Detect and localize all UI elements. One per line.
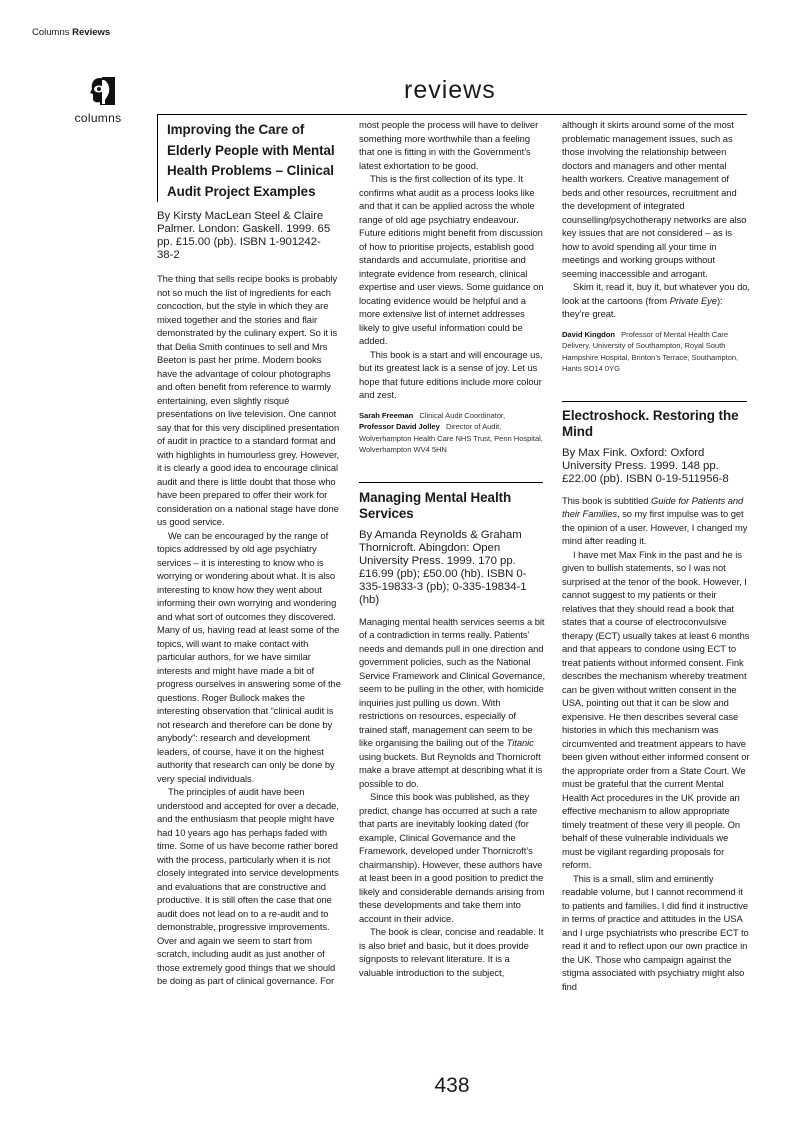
paragraph: I have met Max Fink in the past and he is given to bullish statements, so I was not surprised at the tenor of the book. However, I cannot suggest to my patients or their relatives that they should read a book that states that a course of electroconvulsive therapy (ECT) usually takes at least 6 months and that appears to condone using ECT to treat patients without informed consent. Fink describes the mechanism whereby treatment can be given without written consent in the USA, pointing out that it can be slow and expensive. He then describes several case histories in which this mechanism was circumvented and treatment appears to have been given without either informed consent or the appropriate order from a State Court. We must be grateful that the current Mental Health Act procedures in the UK provide an effective mechanism to allow appropriate timely treatment of these very ill people. On behalf of these vulnerable individuals we must be vigilant regarding proposals for reform. bbox=[562, 548, 750, 870]
italic-text: Guide for Patients and their Families bbox=[562, 494, 744, 519]
column-3 bbox=[562, 118, 750, 993]
review1-body-col2 bbox=[359, 118, 545, 402]
page-number-text: 438 bbox=[434, 1074, 470, 1097]
running-head-section: Columns bbox=[32, 27, 70, 38]
review1-title: Improving the Care of Elderly People with Mental Health Problems – Clinical Audit Project Examples bbox=[167, 122, 335, 199]
column-2 bbox=[359, 118, 545, 979]
text: This book is subtitled bbox=[562, 494, 651, 506]
reviewer-name: David Kingdon bbox=[562, 329, 615, 339]
italic-text: Private Eye bbox=[669, 294, 717, 306]
paragraph: This book is a start and will encourage us, but its greatest lack is a sense of joy. Let us hope that future editions include more colour and zest. bbox=[359, 348, 543, 400]
paragraph: although it skirts around some of the most problematic management issues, such as those involving the relationship between doctors and managers and other mental health workers. Creative management of beds and other resources, recruitment and the development of integrated counselling/psychotherapy networks are also key issues that are not considered – as is how to avoid spending all your time in meetings and working groups without seeming inaccessible and arrogant. bbox=[562, 119, 747, 279]
review2-byline: By Amanda Reynolds & Graham Thornicroft. Abingdon: Open University Press. 1999. 170 pp. £16.99 (pb); £50.00 (hb). ISBN 0-335-19833-3 (pb); 0-335-19834-1 (hb) bbox=[359, 528, 527, 606]
reviewer-role: Professor of Mental Health Care Delivery, University of Southampton, Royal South Hampshire Hospital, Brinton’s Terrace, Southampton, Hants SO14 0YG bbox=[562, 329, 739, 373]
text: Skim it, read it, buy it, but whatever you do, look at the cartoons (from bbox=[562, 281, 750, 306]
paragraph bbox=[562, 494, 750, 548]
section-title: reviews bbox=[404, 76, 496, 104]
review3-byline: By Max Fink. Oxford: Oxford University Press. 1999. 148 pp. £22.00 (pb). ISBN 0-19-511956-8 bbox=[562, 446, 729, 485]
running-head bbox=[32, 27, 110, 38]
paragraph: The principles of audit have been understood and accepted for over a decade, and the enthusiasm that people might have had 10 years ago has perhaps faded with time. Some of us have become rather bored with the process, particularly when it is not closely integrated into service developments and evaluations that are constructive and productive. It is still often the case that one audit does not lead on to a re-audit and to demonstrable, progressive improvements. Over and again we seem to start from scratch, including audit as just another of those extremely good things that we should be doing as part of clinical governance. For bbox=[157, 786, 339, 986]
running-head-subsection: Reviews bbox=[72, 27, 111, 38]
reviewer-role: Director of Audit, Wolverhampton Health Care NHS Trust, Penn Hospital, Wolverhampton WV4 5HN bbox=[359, 422, 543, 454]
page-number bbox=[0, 1074, 800, 1098]
review2-body-col3 bbox=[562, 118, 750, 321]
review3-body bbox=[562, 494, 750, 994]
text: , so my first impulse was to get the opinion of a user. However, I changed my mind after reading it. bbox=[562, 508, 748, 546]
review2-body-col2 bbox=[359, 615, 545, 980]
text: using buckets. But Reynolds and Thornicroft make a brave attempt at describing what it is possible to do. bbox=[359, 750, 543, 789]
review2-rule bbox=[359, 482, 543, 483]
reviewer-name: Professor David Jolley bbox=[359, 422, 440, 431]
reviewer-name: Sarah Freeman bbox=[359, 410, 414, 420]
review1-byline: By Kirsty MacLean Steel & Claire Palmer. London: Gaskell. 1999. 65 pp. £15.00 (pb). ISBN 1-901242-38-2 bbox=[157, 210, 331, 261]
review1-body-col1 bbox=[157, 272, 343, 988]
columns-label: columns bbox=[74, 111, 122, 125]
paragraph: This is a small, slim and eminently readable volume, but I cannot recommend it to patients and families. I did find it instructive in terms of practice and attitudes in the USA and I urge psychiatrists who prescribe ECT to read it and to reflect upon our own practice in the UK. Those who campaign against the stigma associated with psychiatry might also find bbox=[562, 872, 749, 992]
text: Managing mental health services seems a bit of a contradiction in terms really. Patients’ needs and demands pull in one direction and government policies, such as the National Service Framework and Clinical Governance, seem to be pulling in the other, with homicide inquiries just pulling us down. With restrictions on resources, especially of trained staff, management can seem to be like organising the bailing out of the bbox=[359, 615, 545, 748]
paragraph: most people the process will have to deliver something more worthwhile than a feeling that one is fitting in with the Government’s latest exhortation to be good. bbox=[359, 119, 539, 171]
paragraph: Since this book was published, as they predict, change has occurred at such a rate that parts are inevitably looking dated (for example, Clinical Governance and the Framework, developed under Thornicroft’s chairmanship). However, these authors have at least been in a good position to predict the likely and considerable demands arising from these developments and take them into account in their advice. bbox=[359, 791, 545, 924]
paragraph bbox=[359, 615, 545, 791]
columns-logo-icon bbox=[90, 76, 116, 106]
reviewer-role: Clinical Audit Coordinator, bbox=[419, 410, 506, 420]
paragraph: The book is clear, concise and readable. It is also brief and basic, but it does provide signposts to relevant literature. It is a valuable introduction to the subject, bbox=[359, 926, 544, 978]
paragraph bbox=[562, 280, 750, 321]
paragraph: We can be encouraged by the range of topics addressed by old age psychiatry services – it is interesting to know who is worrying or wondering about what. It is also interesting to know how they went about informing their own worrying and wondering and what sort of outcomes they discovered. Many of us, having read at least some of the topics, will want to make contact with particular authors, for we have similar interests and might have made a bit of progress ourselves in answering some of the questions. Roger Bullock makes the interesting observation that “clinical audit is not research and therefore can be done by anybody”: research and development leaders, of course, have it on the highest authority that research can only be done by very special individuals. bbox=[157, 529, 341, 784]
review3-rule bbox=[562, 401, 747, 402]
text: ): they’re great. bbox=[562, 294, 723, 319]
column-1 bbox=[157, 114, 343, 988]
paragraph: The thing that sells recipe books is probably not so much the list of ingredients for each concoction, but the style in which they are mixed together and the stories and flair demonstrated by the culinary expert. So it is that Delia Smith continues to sell and Mrs Beeton is past her prime. Modern books have the advantage of colour photographs and often benefit from reference to warmly entertaining, even slightly risqué presentations on live television. One cannot say that for this very disciplined presentation of audit in practice to a standard format and with highlights in humourless grey. However, it is clearly a good idea to encourage clinical audit and there is little doubt that those who have been prepared to offer their work for consideration on a national stage have done us good service. bbox=[157, 273, 340, 527]
paragraph: This is the first collection of its type. It confirms what audit as a process looks like and that it can be applied across the whole range of old age psychiatry endeavour. Future editions might benefit from discussion of how to prioritise projects, establish good standards and accumulate, prioritise and integrate evidence from research, clinical expertise and user views. Some guidance on locating evidence would be helpful and a more extensive list of internet addresses likely to give useful information could be added. bbox=[359, 173, 544, 346]
review3-title: Electroshock. Restoring the Mind bbox=[562, 407, 739, 439]
italic-text: Titanic bbox=[506, 737, 534, 748]
review2-credit bbox=[562, 329, 750, 375]
review1-credit bbox=[359, 410, 545, 456]
review1-title-box bbox=[157, 114, 343, 202]
review2-title: Managing Mental Health Services bbox=[359, 489, 512, 521]
